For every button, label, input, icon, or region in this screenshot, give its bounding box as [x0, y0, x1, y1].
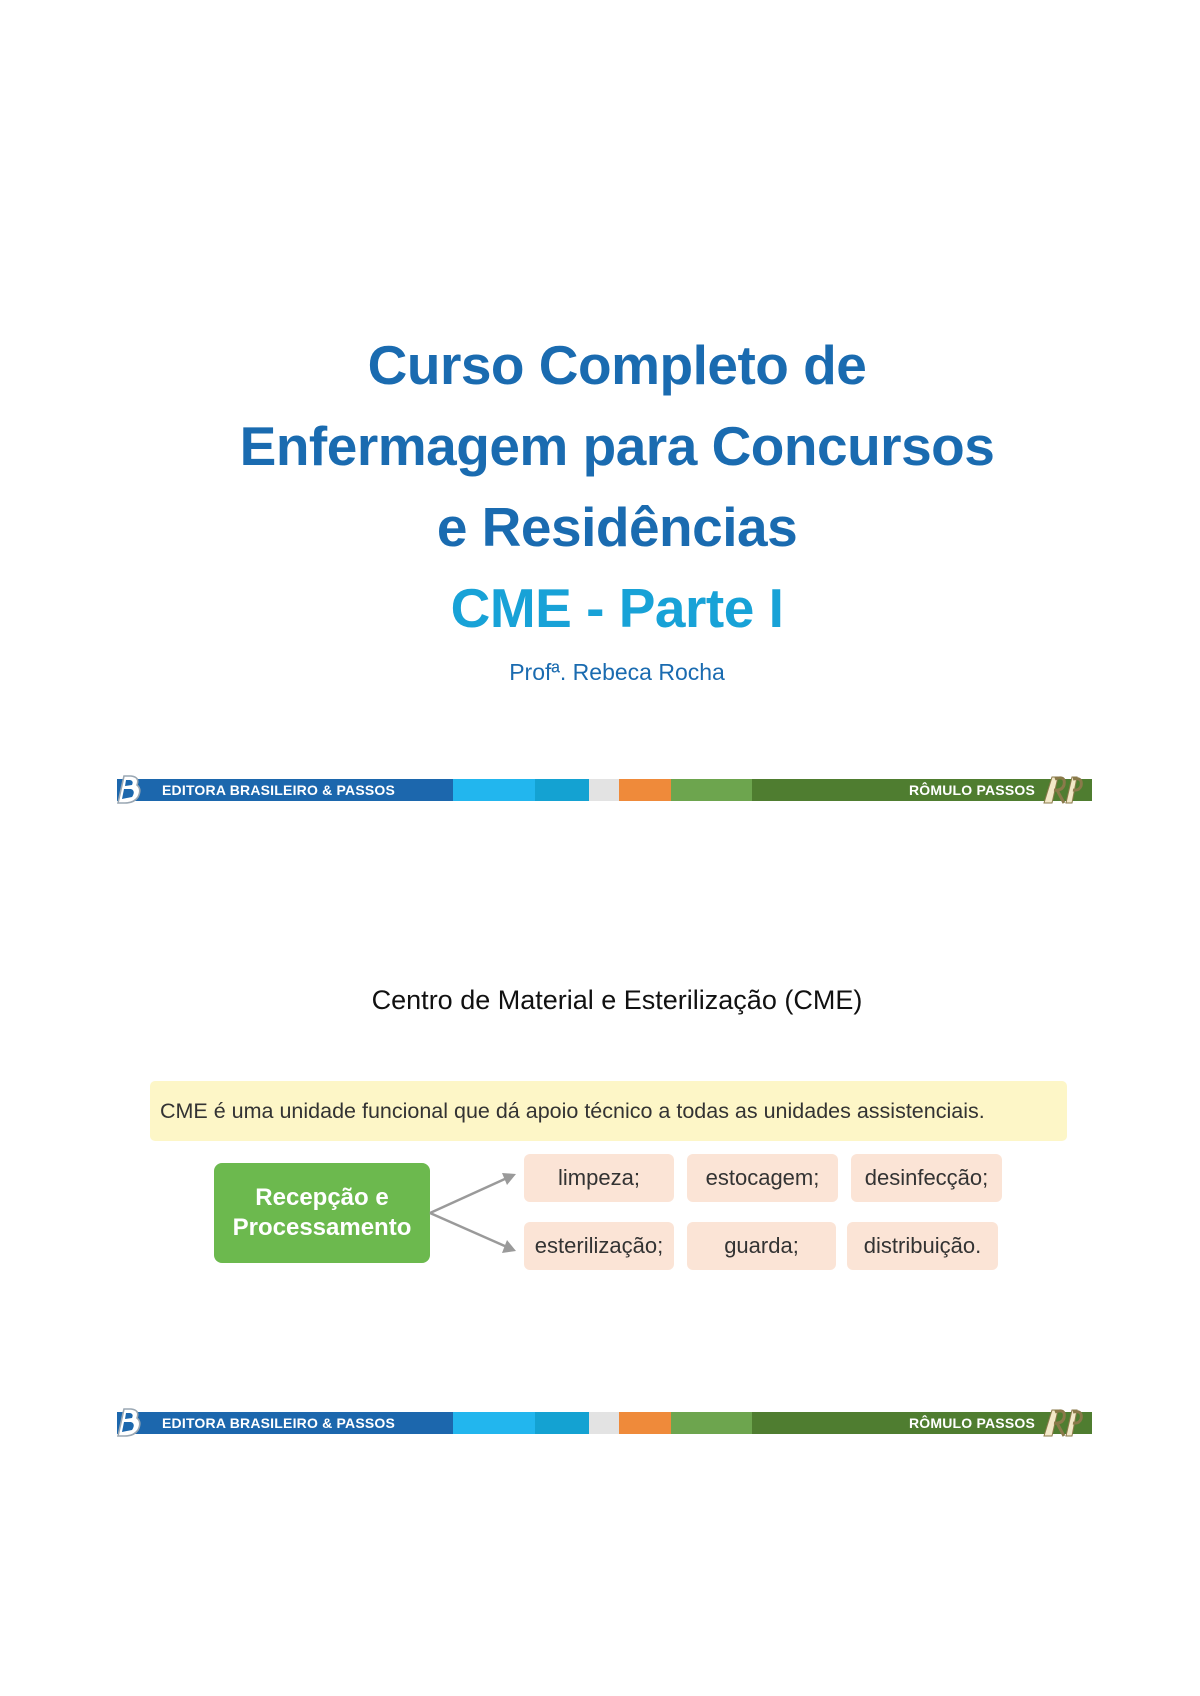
item-distribuicao: distribuição.	[847, 1222, 998, 1270]
definition-box: CME é uma unidade funcional que dá apoio técnico a todas as unidades assistenciais.	[150, 1081, 1067, 1141]
item-desinfeccao: desinfecção;	[851, 1154, 1002, 1202]
romulo-passos-logo-icon	[1042, 773, 1084, 805]
footer-right-brand: RÔMULO PASSOS	[908, 1415, 1035, 1431]
cover-title-line-1: Curso Completo de	[367, 334, 867, 396]
item-limpeza: limpeza;	[524, 1154, 674, 1202]
cover-title-line-2: Enfermagem para Concursos	[239, 415, 995, 477]
footer-left-brand: EDITORA BRASILEIRO & PASSOS	[162, 782, 396, 798]
editora-logo-icon	[115, 772, 143, 806]
process-label-line-2: Processamento	[232, 1214, 412, 1241]
footer-bar	[117, 779, 1092, 801]
process-arrows	[428, 1160, 528, 1270]
item-estocagem: estocagem;	[687, 1154, 838, 1202]
arrow-up	[430, 1178, 507, 1213]
cover-title-line-3: e Residências	[436, 496, 798, 558]
footer-right-brand: RÔMULO PASSOS	[908, 782, 1035, 798]
romulo-passos-logo-icon	[1042, 1406, 1084, 1438]
slide-title: Centro de Material e Esterilização (CME)	[371, 985, 863, 1015]
process-label-line-1: Recepção e	[255, 1184, 389, 1211]
process-box	[214, 1163, 430, 1263]
item-esterilizacao: esterilização;	[524, 1222, 674, 1270]
cover-author: Profª. Rebeca Rocha	[509, 659, 725, 685]
editora-logo-icon	[115, 1405, 143, 1439]
footer-bar	[117, 1412, 1092, 1434]
footer-left-brand: EDITORA BRASILEIRO & PASSOS	[162, 1415, 396, 1431]
arrow-down	[430, 1213, 507, 1247]
cover-title-block	[0, 325, 1200, 686]
cover-subtitle: CME - Parte I	[450, 577, 784, 639]
item-guarda: guarda;	[687, 1222, 836, 1270]
